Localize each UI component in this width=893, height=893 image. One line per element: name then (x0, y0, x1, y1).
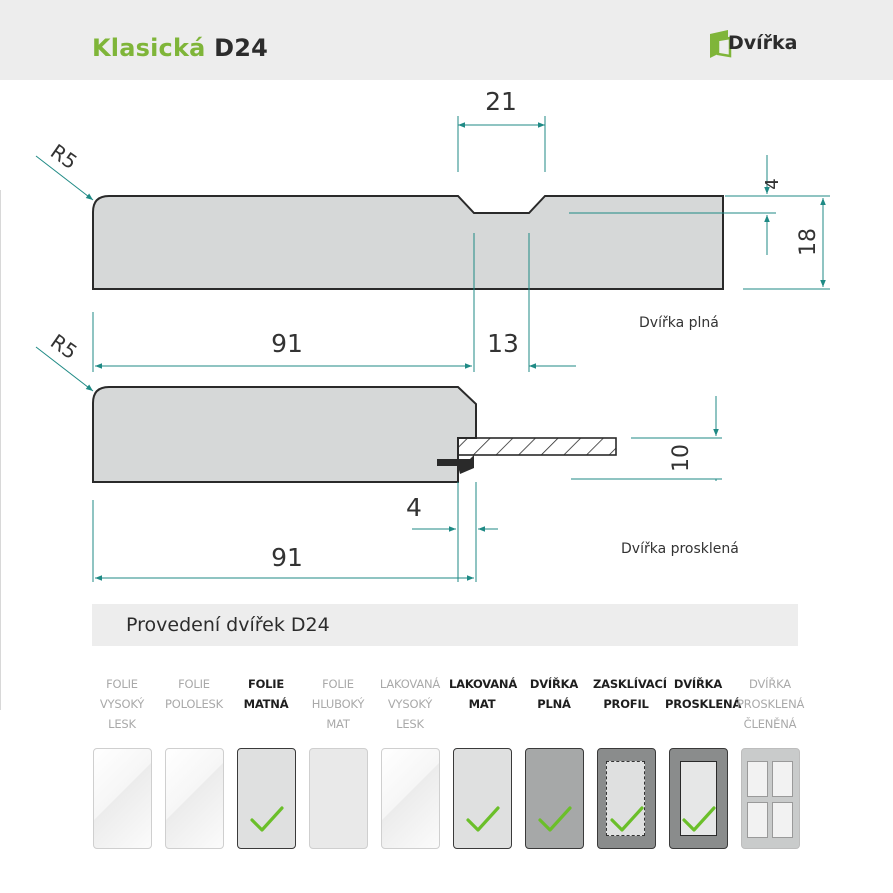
check-icon (681, 805, 717, 835)
glass-panel (458, 438, 616, 455)
variant-tile-solid (525, 748, 584, 849)
title-code: D24 (214, 34, 268, 62)
variant-label-column (89, 674, 155, 734)
variant-tile-divided (741, 748, 800, 849)
section-title: Provedení dvířek D24 (126, 614, 330, 636)
bottom-radius-label: R5 (46, 329, 82, 365)
variant-label: FOLIE POLOLESK (165, 677, 223, 711)
thickness-label: 18 (796, 228, 821, 256)
bottom-profile-shape (93, 387, 476, 482)
variant-label: ZASKLÍVACÍ PROFIL (593, 677, 667, 711)
variant-tile-gloss (93, 748, 152, 849)
offset-width-label: 13 (487, 329, 519, 358)
variant-label-column (737, 674, 803, 734)
header (0, 0, 893, 80)
variant-tile-glazing-profile (597, 748, 656, 849)
title-model: Klasická (92, 34, 206, 62)
glass-height-label: 10 (669, 444, 694, 472)
variant-label-column (377, 674, 443, 734)
variant-label: FOLIE MATNÁ (243, 677, 289, 711)
variant-label: DVÍŘKA PLNÁ (529, 677, 579, 711)
variant-tile-deep-matte (309, 748, 368, 849)
variant-tile-gloss (381, 748, 440, 849)
glass-pane (747, 761, 768, 797)
glass-pane (772, 761, 793, 797)
variant-label: DVÍŘKA PROSKLENÁ (665, 677, 742, 711)
top-radius-label: R5 (46, 139, 82, 175)
variant-label-column (593, 674, 667, 714)
check-icon (249, 805, 285, 835)
top-profile-caption: Dvířka plná (639, 315, 719, 331)
top-profile-shape (93, 196, 723, 289)
bottom-profile-caption: Dvířka prosklená (621, 541, 739, 557)
variant-tile-matte (453, 748, 512, 849)
variant-label-column (233, 674, 299, 714)
variant-label: LAKOVANÁ VYSOKÝ LESK (379, 677, 441, 731)
check-icon (465, 805, 501, 835)
variant-label-column (521, 674, 587, 714)
rebate-label: 4 (406, 493, 422, 522)
check-icon (537, 805, 573, 835)
variant-label: FOLIE VYSOKÝ LESK (99, 677, 145, 731)
variant-label-column (449, 674, 518, 714)
glass-pane (747, 802, 768, 838)
variant-label: DVÍŘKA PROSKLENÁ ČLENĚNÁ (737, 677, 805, 731)
check-icon (609, 805, 645, 835)
variant-label: FOLIE HLUBOKÝ MAT (311, 677, 365, 731)
glass-pane (772, 802, 793, 838)
section-bar (92, 604, 798, 646)
groove-depth-label: 4 (762, 178, 783, 190)
variant-tile-matte (237, 748, 296, 849)
page-title (92, 34, 268, 62)
top-width-label: 91 (271, 329, 303, 358)
brand-logo (706, 28, 806, 64)
variant-label-column (305, 674, 371, 734)
variant-label-column (665, 674, 742, 714)
logo-text: Dvířka (728, 32, 798, 54)
groove-width-label: 21 (485, 87, 517, 116)
variant-label: LAKOVANÁ MAT (449, 677, 518, 711)
profile-drawing (0, 80, 893, 600)
variant-label-column (161, 674, 227, 714)
bottom-width-label: 91 (271, 543, 303, 572)
variant-tile-gloss (165, 748, 224, 849)
variant-tile-glazed (669, 748, 728, 849)
